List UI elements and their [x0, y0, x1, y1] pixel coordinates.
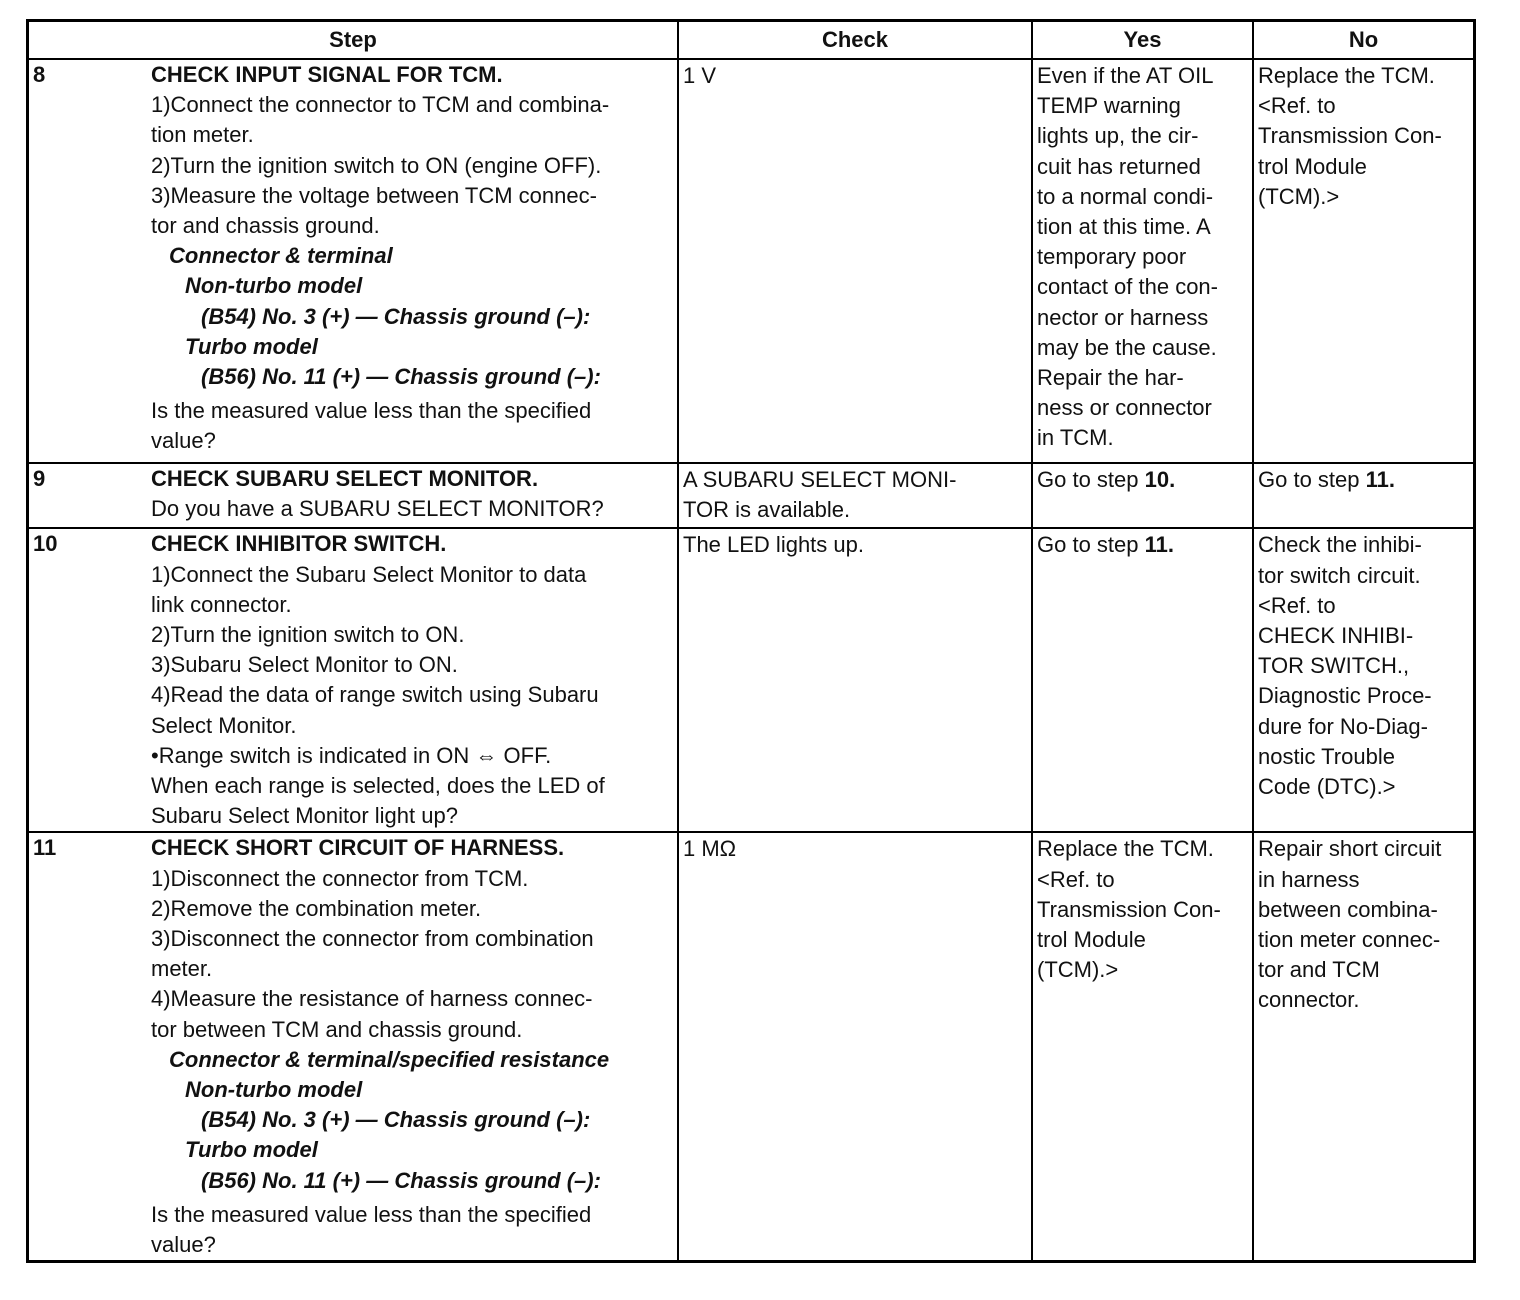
no-line: Check the inhibi- [1258, 532, 1422, 558]
step-line: 4)Read the data of range switch using Subaru [151, 682, 599, 708]
yes-line: tion at this time. A [1037, 214, 1211, 240]
step-line: When each range is selected, does the LED of [151, 773, 605, 799]
yes-cell [1032, 463, 1253, 528]
yes-line: Replace the TCM. [1037, 836, 1214, 862]
step-cell [29, 463, 678, 528]
step-line: tor and chassis ground. [151, 213, 380, 239]
step-question: Is the measured value less than the specified [151, 1201, 592, 1227]
no-line: trol Module [1258, 153, 1367, 179]
table-row [29, 832, 1473, 1260]
no-line: Repair short circuit [1258, 836, 1442, 862]
step-number: 9 [33, 466, 46, 491]
table-row [29, 463, 1473, 528]
no-line: tor and TCM [1258, 957, 1380, 983]
step-line: 2)Remove the combination meter. [151, 895, 482, 921]
step-title: CHECK INPUT SIGNAL FOR TCM. [151, 62, 503, 87]
no-cell [1253, 832, 1473, 1260]
no-line: connector. [1258, 987, 1360, 1013]
header-no: No [1253, 22, 1473, 59]
terminal-spec: (B54) No. 3 (+) — Chassis ground (–): [201, 1107, 591, 1133]
model-label: Non-turbo model [185, 1077, 363, 1103]
goto-step: 11. [1365, 467, 1395, 492]
step-line: 3)Disconnect the connector from combination [151, 926, 594, 952]
goto-text: Go to step [1258, 467, 1366, 492]
step-question: Is the measured value less than the specified [151, 398, 592, 424]
check-cell: 1 MΩ [678, 832, 1032, 1260]
yes-line: ness or connector [1037, 395, 1212, 421]
terminal-spec: (B54) No. 3 (+) — Chassis ground (–): [201, 303, 591, 329]
no-line: TOR SWITCH., [1258, 653, 1410, 679]
step-number: 11 [33, 835, 57, 861]
no-line: <Ref. to [1258, 592, 1336, 618]
no-line: in harness [1258, 866, 1360, 892]
goto-step: 10. [1144, 467, 1176, 492]
check-line: TOR is available. [683, 497, 851, 523]
no-line: CHECK INHIBI- [1258, 623, 1414, 649]
terminal-spec: (B56) No. 11 (+) — Chassis ground (–): [201, 364, 601, 390]
step-title: CHECK SHORT CIRCUIT OF HARNESS. [151, 835, 565, 861]
model-label: Turbo model [185, 333, 318, 359]
step-line: Subaru Select Monitor light up? [151, 803, 458, 829]
step-cell [29, 59, 678, 463]
table-row [29, 528, 1473, 832]
step-line: 2)Turn the ignition switch to ON. [151, 622, 465, 648]
no-cell [1253, 59, 1473, 463]
yes-cell [1032, 528, 1253, 832]
model-label: Turbo model [185, 1137, 318, 1163]
no-line: (TCM).> [1258, 183, 1340, 209]
step-number: 8 [33, 62, 46, 87]
no-line: Code (DTC).> [1258, 774, 1396, 800]
step-title: CHECK INHIBITOR SWITCH. [151, 531, 447, 557]
step-line: 1)Disconnect the connector from TCM. [151, 865, 529, 891]
no-line: tor switch circuit. [1258, 562, 1421, 588]
yes-line: may be the cause. [1037, 334, 1217, 360]
header-step: Step [29, 22, 678, 59]
yes-line: contact of the con- [1037, 274, 1218, 300]
no-line: nostic Trouble [1258, 743, 1395, 769]
table-row [29, 59, 1473, 463]
step-line: •Range switch is indicated in ON ⇔ OFF. [151, 742, 552, 768]
no-cell [1253, 528, 1473, 832]
no-line: <Ref. to [1258, 93, 1336, 119]
check-line: A SUBARU SELECT MONI- [683, 467, 957, 492]
yes-line: lights up, the cir- [1037, 123, 1199, 149]
goto-text: Go to step [1037, 467, 1145, 492]
no-line: Diagnostic Proce- [1258, 683, 1432, 709]
check-cell [678, 463, 1032, 528]
yes-line: to a normal condi- [1037, 183, 1214, 209]
step-line: tion meter. [151, 122, 254, 148]
model-label: Non-turbo model [185, 273, 363, 299]
yes-line: in TCM. [1037, 425, 1114, 451]
yes-line: (TCM).> [1037, 957, 1119, 983]
yes-cell [1032, 59, 1253, 463]
table-header-row [29, 22, 1473, 59]
goto-step: 11. [1144, 532, 1174, 558]
no-line: dure for No-Diag- [1258, 713, 1428, 739]
step-line: 4)Measure the resistance of harness connec- [151, 986, 593, 1012]
step-title: CHECK SUBARU SELECT MONITOR. [151, 466, 539, 491]
no-line: Transmission Con- [1258, 123, 1442, 149]
step-line: Select Monitor. [151, 712, 297, 738]
step-number: 10 [33, 531, 58, 557]
yes-line: Even if the AT OIL [1037, 63, 1214, 88]
yes-line: trol Module [1037, 927, 1146, 953]
yes-line: cuit has returned [1037, 153, 1201, 179]
no-line: tion meter connec- [1258, 927, 1441, 953]
step-question: value? [151, 428, 216, 454]
yes-line: TEMP warning [1037, 93, 1181, 119]
header-check: Check [678, 22, 1032, 59]
step-line: tor between TCM and chassis ground. [151, 1016, 523, 1042]
diagnostic-table-page [26, 19, 1476, 1263]
step-line: meter. [151, 956, 213, 982]
step-question: value? [151, 1232, 216, 1258]
no-line: between combina- [1258, 896, 1438, 922]
step-cell [29, 832, 678, 1260]
step-line: 3)Measure the voltage between TCM connec- [151, 182, 597, 208]
step-line: 1)Connect the Subaru Select Monitor to data [151, 561, 587, 587]
step-line: 1)Connect the connector to TCM and combina- [151, 92, 610, 118]
yes-line: <Ref. to [1037, 866, 1115, 892]
step-cell [29, 528, 678, 832]
terminal-spec: (B56) No. 11 (+) — Chassis ground (–): [201, 1167, 601, 1193]
step-line: Do you have a SUBARU SELECT MONITOR? [151, 496, 604, 522]
diagnostic-table [29, 22, 1473, 1260]
yes-line: temporary poor [1037, 244, 1187, 270]
spec-heading: Connector & terminal/specified resistance [169, 1046, 610, 1072]
step-line: 3)Subaru Select Monitor to ON. [151, 652, 458, 678]
goto-text: Go to step [1037, 532, 1145, 558]
spec-heading: Connector & terminal [169, 243, 393, 269]
yes-cell [1032, 832, 1253, 1260]
step-line: 2)Turn the ignition switch to ON (engine OFF). [151, 152, 602, 178]
check-cell: 1 V [678, 59, 1032, 463]
yes-line: nector or harness [1037, 304, 1209, 330]
no-line: Replace the TCM. [1258, 63, 1435, 88]
yes-line: Transmission Con- [1037, 896, 1221, 922]
check-cell: The LED lights up. [678, 528, 1032, 832]
header-yes: Yes [1032, 22, 1253, 59]
yes-line: Repair the har- [1037, 365, 1184, 391]
step-line: link connector. [151, 591, 292, 617]
no-cell [1253, 463, 1473, 528]
